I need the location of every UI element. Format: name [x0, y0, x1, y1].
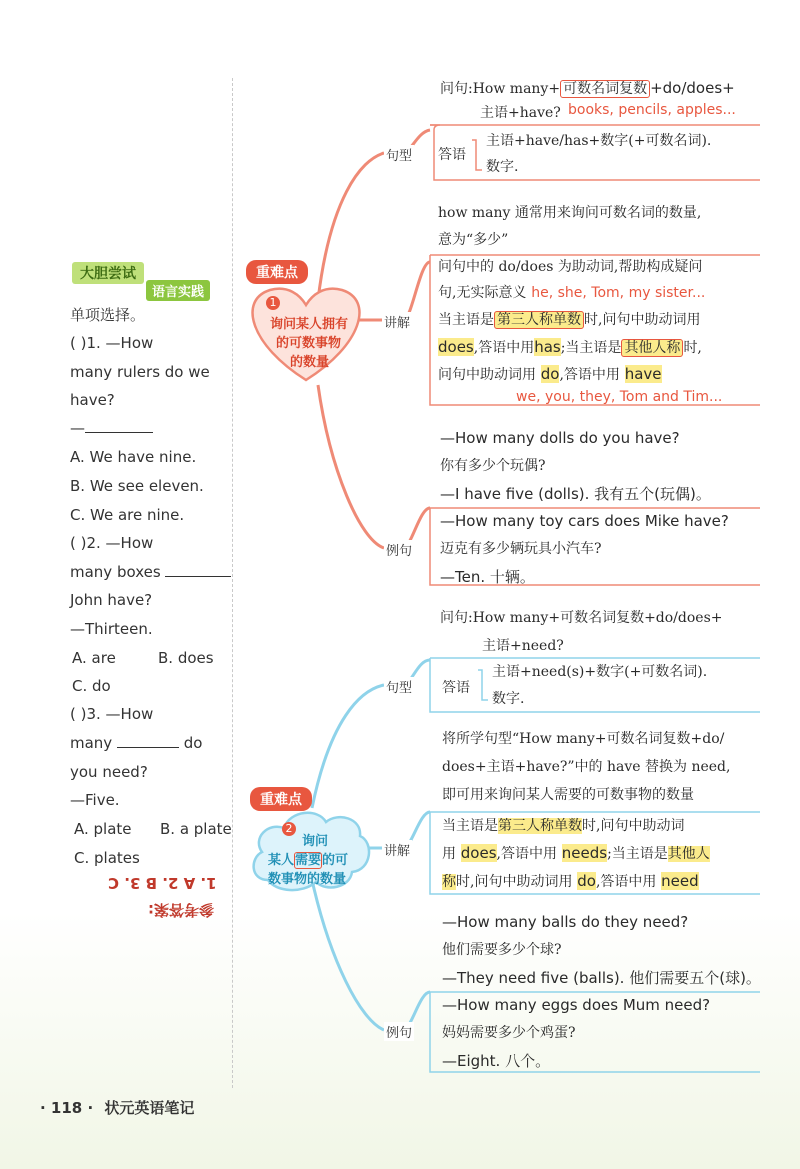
bottom-example-2: 他们需要多少个球? — [442, 942, 562, 958]
q1-line1: ( )1. —How — [70, 334, 154, 352]
bottom-explain-3: 称时,问句中助动词用 do,答语中用 need — [442, 872, 699, 890]
bottom-example-5: 妈妈需要多少个鸡蛋? — [442, 1025, 576, 1041]
bottom-example-6: —Eight. 八个。 — [442, 1052, 551, 1070]
bottom-explain-intro1: 将所学句型“How many+可数名词复数+do/ — [442, 731, 725, 747]
bottom-question-line1: 问句:How many+可数名词复数+do/does+ — [440, 610, 723, 626]
top-explain-6: we, you, they, Tom and Tim... — [516, 389, 723, 405]
top-node-explain: 讲解 — [382, 312, 412, 331]
q3-option-a: A. plate — [74, 820, 132, 838]
book-title: 状元英语笔记 — [104, 1099, 195, 1117]
top-explain-intro2: 意为“多少” — [438, 232, 509, 248]
q2-option-a: A. are — [72, 649, 116, 667]
top-example-3: —I have five (dolls). 我有五个(玩偶)。 — [440, 485, 711, 503]
bottom-node-pattern: 句型 — [384, 677, 414, 696]
q2-option-b: B. does — [158, 649, 214, 667]
page-number: · 118 · — [40, 1099, 94, 1117]
top-center-line1: 询问某人拥有 — [270, 317, 349, 332]
top-question-example: books, pencils, apples... — [568, 102, 736, 118]
top-explain-1: 问句中的 do/does 为助动词,帮助构成疑问 — [438, 259, 703, 275]
bottom-example-3: —They need five (balls). 他们需要五个(球)。 — [442, 969, 761, 987]
top-question-line1: 问句:How many+ 可数名词复数 +do/does+ — [440, 79, 735, 97]
q1-option-a: A. We have nine. — [70, 448, 197, 466]
bottom-number-badge: 2 — [282, 822, 296, 836]
top-explain-3: 当主语是 第三人称单数 时,问句中助动词用 — [438, 312, 701, 328]
answer-key: 1. A 2. B 3. C — [108, 874, 217, 892]
q3-line1: ( )3. —How — [70, 705, 154, 723]
q1-line3: have? — [70, 391, 115, 409]
bottom-explain-intro2: does+主语+have?”中的 have 替换为 need, — [442, 759, 731, 775]
q2-line4: —Thirteen. — [70, 620, 153, 638]
top-example-5: 迈克有多少辆玩具小汽车? — [440, 541, 602, 557]
top-center-line3: 的数量 — [290, 355, 330, 370]
top-answer-1: 主语+have/has+数字(+可数名词). — [486, 133, 712, 149]
q2-line2: many boxes — [70, 562, 231, 582]
q3-line2: many do — [70, 734, 203, 752]
q2-line3: John have? — [70, 591, 153, 609]
q1-line4: — — [70, 418, 153, 438]
bottom-node-example: 例句 — [384, 1022, 414, 1041]
top-node-example: 例句 — [384, 540, 414, 559]
top-explain-2: 句,无实际意义 he, she, Tom, my sister... — [438, 285, 706, 301]
q2-line1: ( )2. —How — [70, 534, 154, 552]
top-node-pattern: 句型 — [384, 145, 414, 164]
top-example-2: 你有多少个玩偶? — [440, 458, 546, 474]
bottom-example-1: —How many balls do they need? — [442, 913, 689, 931]
bottom-explain-intro3: 即可用来询问某人需要的可数事物的数量 — [442, 787, 694, 803]
top-explain-intro1: how many 通常用来询问可数名词的数量, — [438, 205, 702, 221]
q1-option-b: B. We see eleven. — [70, 477, 204, 495]
bottom-node-explain: 讲解 — [382, 840, 412, 859]
top-number-badge: 1 — [266, 296, 280, 310]
q1-option-c: C. We are nine. — [70, 506, 185, 524]
q3-option-b: B. a plate — [160, 820, 232, 838]
bottom-explain-1: 当主语是第三人称单数时,问句中助动词 — [442, 818, 685, 834]
top-key-point-badge: 重难点 — [246, 260, 308, 284]
bottom-answer-1: 主语+need(s)+数字(+可数名词). — [492, 664, 708, 680]
bottom-explain-2: 用 does,答语中用 needs;当主语是其他人 — [442, 844, 710, 862]
top-question-line2: 主语+have? — [480, 105, 561, 121]
top-explain-5: 问句中助动词用 do,答语中用 have — [438, 365, 662, 383]
bottom-question-line2: 主语+need? — [482, 638, 564, 654]
top-center-line2: 的可数事物 — [276, 336, 342, 351]
top-explain-4: does,答语中用has;当主语是 其他人称 时, — [438, 338, 702, 356]
page-footer — [40, 1097, 194, 1118]
bottom-example-4: —How many eggs does Mum need? — [442, 996, 711, 1014]
top-answer-2: 数字. — [486, 159, 519, 175]
q3-option-c: C. plates — [74, 849, 140, 867]
q2-option-c: C. do — [72, 677, 111, 695]
answer-label: 参考答案: — [148, 901, 214, 919]
practice-subtag: 语言实践 — [146, 280, 210, 301]
top-example-6: —Ten. 十辆。 — [440, 568, 535, 586]
bottom-center-line2: 某人需要的可 — [268, 853, 349, 868]
instruction: 单项选择。 — [70, 306, 146, 324]
bottom-key-point-badge: 重难点 — [250, 787, 312, 811]
top-answer-label: 答语 — [438, 147, 466, 163]
q3-line4: —Five. — [70, 791, 120, 809]
q1-line2: many rulers do we — [70, 363, 210, 381]
practice-tag: 大胆尝试 — [72, 262, 144, 284]
q3-line3: you need? — [70, 763, 148, 781]
top-example-4: —How many toy cars does Mike have? — [440, 512, 729, 530]
bottom-center-line3: 数事物的数量 — [268, 872, 347, 887]
bottom-center-line1: 询问 — [302, 834, 329, 849]
top-example-1: —How many dolls do you have? — [440, 429, 680, 447]
bottom-answer-2: 数字. — [492, 691, 525, 707]
bottom-answer-label: 答语 — [442, 680, 470, 696]
